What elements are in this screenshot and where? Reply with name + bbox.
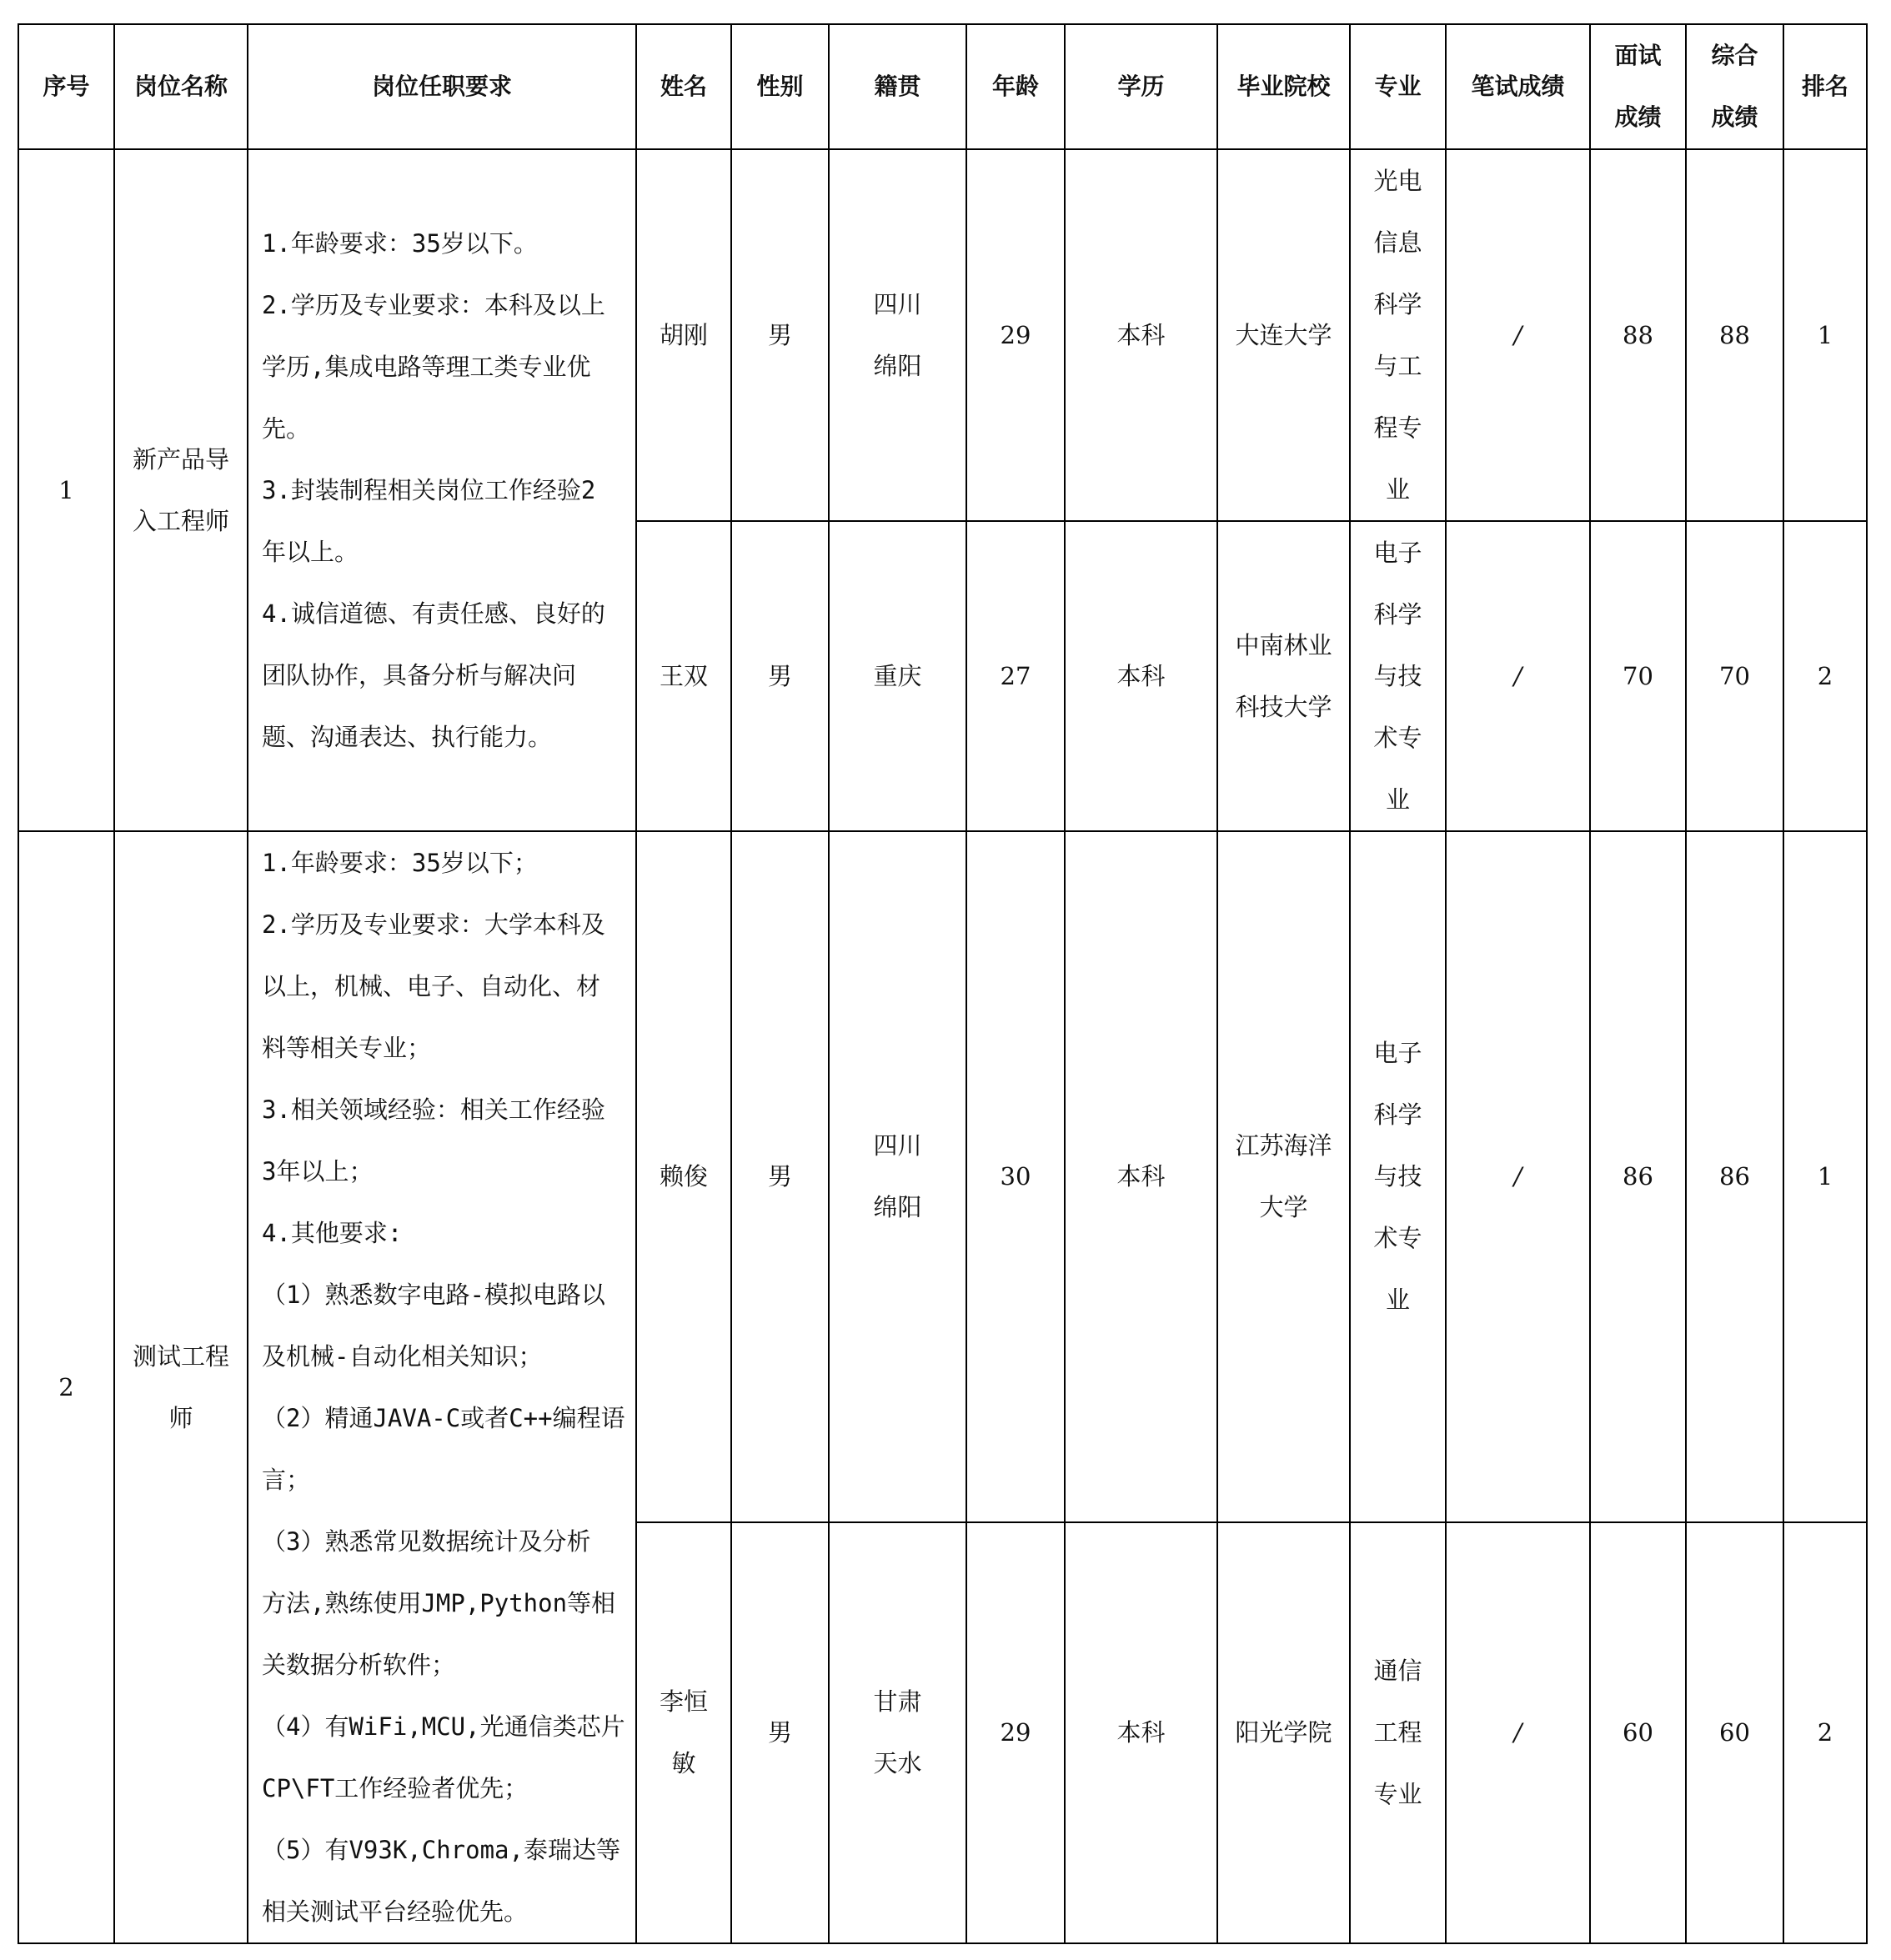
requirement-line: 学历,集成电路等理工类专业优 xyxy=(262,353,591,381)
candidate-total-score: 60 xyxy=(1686,1522,1783,1943)
requirement-line: 关数据分析软件； xyxy=(262,1651,456,1679)
requirement-line: 年以上。 xyxy=(262,538,359,566)
candidate-rank: 1 xyxy=(1783,149,1867,521)
requirement-line: 先。 xyxy=(262,414,311,443)
candidate-written-score: / xyxy=(1446,831,1590,1522)
position-requirements xyxy=(248,149,636,831)
requirement-line: （1）熟悉数字电路-模拟电路以 xyxy=(262,1281,605,1309)
candidate-hometown xyxy=(829,149,966,521)
header-requirements: 岗位任职要求 xyxy=(248,24,636,149)
candidate-gender: 男 xyxy=(731,521,829,831)
candidate-major xyxy=(1350,1522,1446,1943)
candidate-education: 本科 xyxy=(1065,831,1217,1522)
candidate-rank: 2 xyxy=(1783,1522,1867,1943)
requirement-line: 3年以上； xyxy=(262,1157,374,1186)
candidate-interview-score: 70 xyxy=(1590,521,1686,831)
header-gender: 性别 xyxy=(731,24,829,149)
major-line: 电子 xyxy=(1373,1039,1422,1068)
hometown-line: 绵阳 xyxy=(873,352,922,380)
position-title-line: 测试工程 xyxy=(132,1342,229,1371)
candidate-hometown: 重庆 xyxy=(829,521,966,831)
header-age: 年龄 xyxy=(966,24,1065,149)
candidate-school xyxy=(1217,521,1350,831)
candidate-name: 赖俊 xyxy=(636,831,731,1522)
major-line: 术专 xyxy=(1373,1224,1422,1253)
requirement-line: 1.年龄要求：35岁以下。 xyxy=(262,229,538,258)
major-line: 科学 xyxy=(1373,600,1422,629)
position-requirements xyxy=(248,831,636,1943)
candidate-total-score: 88 xyxy=(1686,149,1783,521)
requirement-line: 1.年龄要求：35岁以下； xyxy=(262,849,538,877)
requirement-line: 团队协作，具备分析与解决问 xyxy=(262,661,577,689)
table-row xyxy=(18,149,1867,521)
header-written-score: 笔试成绩 xyxy=(1446,24,1590,149)
requirement-line: 3.相关领域经验：相关工作经验 xyxy=(262,1095,605,1124)
requirement-line: 以上，机械、电子、自动化、材 xyxy=(262,972,601,1000)
hometown-line: 四川 xyxy=(873,1131,922,1160)
header-index: 序号 xyxy=(18,24,114,149)
requirement-line: 方法,熟练使用JMP,Python等相 xyxy=(262,1589,616,1617)
candidate-interview-score: 60 xyxy=(1590,1522,1686,1943)
header-position: 岗位名称 xyxy=(114,24,248,149)
header-total-line: 综合 xyxy=(1711,42,1758,69)
candidate-school: 阳光学院 xyxy=(1217,1522,1350,1943)
hometown-line: 天水 xyxy=(873,1749,922,1778)
candidate-interview-score: 86 xyxy=(1590,831,1686,1522)
position-title-line: 师 xyxy=(168,1404,193,1432)
candidate-education: 本科 xyxy=(1065,1522,1217,1943)
major-line: 与技 xyxy=(1373,662,1422,690)
header-education: 学历 xyxy=(1065,24,1217,149)
major-line: 业 xyxy=(1385,475,1410,504)
candidate-written-score: / xyxy=(1446,521,1590,831)
requirement-line: 2.学历及专业要求：大学本科及 xyxy=(262,910,605,939)
position-title xyxy=(114,831,248,1943)
hometown-line: 四川 xyxy=(873,290,922,318)
candidate-gender: 男 xyxy=(731,149,829,521)
major-line: 电子 xyxy=(1373,539,1422,567)
results-table xyxy=(18,23,1868,1944)
requirement-line: 2.学历及专业要求：本科及以上 xyxy=(262,291,605,319)
major-line: 科学 xyxy=(1373,1100,1422,1130)
requirement-line: CP\FT工作经验者优先； xyxy=(262,1774,529,1802)
requirement-line: （4）有WiFi,MCU,光通信类芯片 xyxy=(262,1712,625,1741)
major-line: 专业 xyxy=(1373,1780,1422,1809)
requirement-line: （2）精通JAVA-C或者C++编程语 xyxy=(262,1404,625,1432)
header-total-line: 成绩 xyxy=(1711,103,1758,131)
position-index: 1 xyxy=(18,149,114,831)
major-line: 通信 xyxy=(1373,1657,1422,1686)
candidate-written-score: / xyxy=(1446,1522,1590,1943)
candidate-hometown xyxy=(829,831,966,1522)
candidate-age: 29 xyxy=(966,1522,1065,1943)
candidate-school xyxy=(1217,831,1350,1522)
major-line: 与工 xyxy=(1373,352,1422,380)
position-title xyxy=(114,149,248,831)
candidate-name: 王双 xyxy=(636,521,731,831)
requirement-line: 4.其他要求: xyxy=(262,1219,403,1247)
major-line: 与技 xyxy=(1373,1162,1422,1191)
header-name: 姓名 xyxy=(636,24,731,149)
school-line: 科技大学 xyxy=(1235,693,1332,721)
major-line: 科学 xyxy=(1373,290,1422,318)
header-school: 毕业院校 xyxy=(1217,24,1350,149)
header-interview-label xyxy=(1614,25,1661,148)
header-rank: 排名 xyxy=(1783,24,1867,149)
major-line: 光电 xyxy=(1373,167,1422,195)
candidate-gender: 男 xyxy=(731,1522,829,1943)
position-title-line: 入工程师 xyxy=(132,507,229,535)
candidate-rank: 2 xyxy=(1783,521,1867,831)
candidate-education: 本科 xyxy=(1065,521,1217,831)
requirement-line: 4.诚信道德、有责任感、良好的 xyxy=(262,599,605,628)
requirement-line: 及机械-自动化相关知识； xyxy=(262,1342,543,1371)
candidate-rank: 1 xyxy=(1783,831,1867,1522)
requirement-line: 料等相关专业； xyxy=(262,1034,432,1062)
header-interview-line: 成绩 xyxy=(1614,103,1662,131)
candidate-name xyxy=(636,1522,731,1943)
candidate-name: 胡刚 xyxy=(636,149,731,521)
candidate-school: 大连大学 xyxy=(1217,149,1350,521)
candidate-age: 27 xyxy=(966,521,1065,831)
school-line: 大学 xyxy=(1259,1193,1308,1222)
candidate-major xyxy=(1350,831,1446,1522)
candidate-interview-score: 88 xyxy=(1590,149,1686,521)
position-title-line: 新产品导 xyxy=(132,445,229,474)
candidate-gender: 男 xyxy=(731,831,829,1522)
candidate-age: 29 xyxy=(966,149,1065,521)
candidate-written-score: / xyxy=(1446,149,1590,521)
requirement-line: 3.封装制程相关岗位工作经验2 xyxy=(262,476,596,504)
position-index: 2 xyxy=(18,831,114,1943)
header-row xyxy=(18,24,1867,149)
hometown-line: 甘肃 xyxy=(873,1687,922,1717)
school-line: 中南林业 xyxy=(1235,631,1332,659)
candidate-major xyxy=(1350,521,1446,831)
candidate-total-score: 70 xyxy=(1686,521,1783,831)
major-line: 工程 xyxy=(1373,1718,1422,1747)
candidate-education: 本科 xyxy=(1065,149,1217,521)
hometown-line: 绵阳 xyxy=(873,1193,922,1222)
requirement-line: 题、沟通表达、执行能力。 xyxy=(262,723,553,751)
requirement-line: （5）有V93K,Chroma,泰瑞达等 xyxy=(262,1836,620,1864)
major-line: 术专 xyxy=(1373,724,1422,752)
name-line: 李恒 xyxy=(659,1687,708,1717)
candidate-total-score: 86 xyxy=(1686,831,1783,1522)
header-total-score xyxy=(1686,24,1783,149)
requirement-line: 相关测试平台经验优先。 xyxy=(262,1897,529,1926)
table-row xyxy=(18,831,1867,1522)
candidate-hometown xyxy=(829,1522,966,1943)
major-line: 业 xyxy=(1385,785,1410,814)
name-line: 敏 xyxy=(671,1749,696,1778)
header-total-label xyxy=(1711,25,1758,148)
major-line: 程专 xyxy=(1373,414,1422,442)
major-line: 信息 xyxy=(1373,228,1422,257)
requirement-line: 言； xyxy=(262,1466,311,1494)
header-interview-line: 面试 xyxy=(1614,42,1662,69)
candidate-age: 30 xyxy=(966,831,1065,1522)
major-line: 业 xyxy=(1385,1286,1410,1315)
header-interview-score xyxy=(1590,24,1686,149)
school-line: 江苏海洋 xyxy=(1235,1131,1332,1160)
candidate-major xyxy=(1350,149,1446,521)
header-major: 专业 xyxy=(1350,24,1446,149)
requirement-line: （3）熟悉常见数据统计及分析 xyxy=(262,1527,591,1556)
header-hometown: 籍贯 xyxy=(829,24,966,149)
